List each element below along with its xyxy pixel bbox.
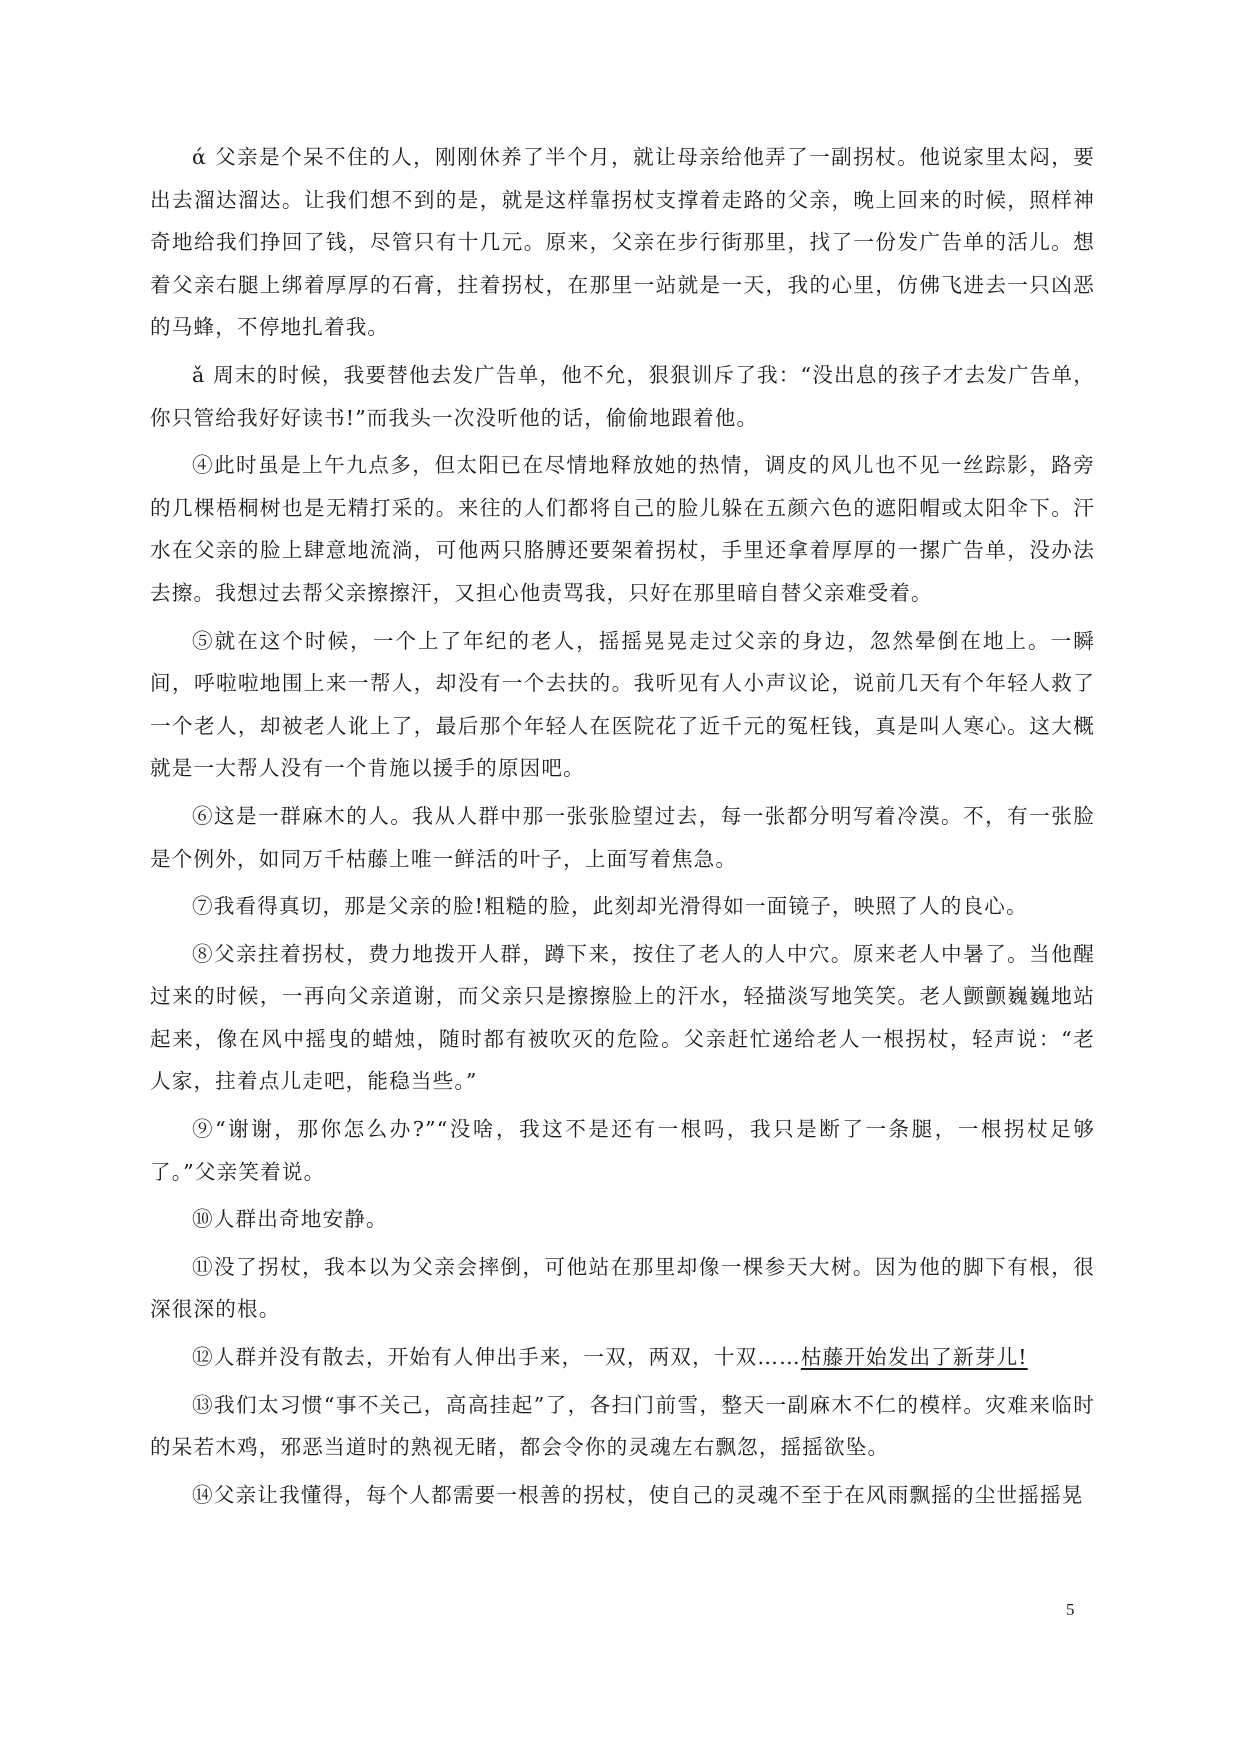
paragraph-10	[150, 1198, 1095, 1241]
paragraph-text: ⑥这是一群麻木的人。我从人群中那一张张脸望过去，每一张都分明写着冷漠。不，有一张脸是个例外，如同万千枯藤上唯一鲜活的叶子，上面写着焦急。	[150, 803, 1095, 871]
paragraph-1	[150, 136, 1095, 349]
paragraph-8	[150, 933, 1095, 1103]
paragraph-text: ④此时虽是上午九点多，但太阳已在尽情地释放她的热情，调皮的风儿也不见一丝踪影，路旁的几棵梧桐树也是无精打采的。来往的人们都将自己的脸儿躲在五颜六色的遮阳帽或太阳伞下。汗水在父亲的脸上肆意地流淌，可他两只胳膊还要架着拐杖，手里还拿着厚厚的一摞广告单，没办法去擦。我想过去帮父亲擦擦汗，又担心他责骂我，只好在那里暗自替父亲难受着。	[150, 453, 1095, 605]
paragraph-7	[150, 885, 1095, 928]
underlined-sentence: 枯藤开始发出了新芽儿!	[800, 1345, 1028, 1370]
paragraph-text: ⑤就在这个时候，一个上了年纪的老人，摇摇晃晃走过父亲的身边，忽然晕倒在地上。一瞬间，呼啦啦地围上来一帮人，却没有一个去扶的。我听见有人小声议论，说前几天有个年轻人救了一个老人，却被老人讹上了，最后那个年轻人在医院花了近千元的冤枉钱，真是叫人寒心。这大概就是一大帮人没有一个肯施以援手的原因吧。	[150, 628, 1095, 781]
paragraph-text: ⑪没了拐杖，我本以为父亲会摔倒，可他站在那里却像一棵参天大树。因为他的脚下有根，很深很深的根。	[150, 1254, 1095, 1322]
paragraph-2	[150, 354, 1095, 439]
paragraph-6	[150, 795, 1095, 880]
paragraph-text: ά 父亲是个呆不住的人，刚刚休养了半个月，就让母亲给他弄了一副拐杖。他说家里太闷，要出去溜达溜达。让我们想不到的是，就是这样靠拐杖支撑着走路的父亲，晚上回来的时候，照样神奇地给我们挣回了钱，尽管只有十几元。原来，父亲在步行街那里，找了一份发广告单的活儿。想着父亲右腿上绑着厚厚的石膏，拄着拐杖，在那里一站就是一天，我的心里，仿佛飞进去一只凶恶的马蜂，不停地扎着我。	[150, 145, 1095, 340]
paragraph-text: ⑩人群出奇地安静。	[192, 1207, 388, 1232]
paragraph-text: ⑦我看得真切，那是父亲的脸!粗糙的脸，此刻却光滑得如一面镜子，映照了人的良心。	[192, 894, 1028, 919]
paragraph-text: ⑧父亲拄着拐杖，费力地拨开人群，蹲下来，按住了老人的人中穴。原来老人中暑了。当他醒过来的时候，一再向父亲道谢，而父亲只是擦擦脸上的汗水，轻描淡写地笑笑。老人颤颤巍巍地站起来，像在风中摇曳的蜡烛，随时都有被吹灭的危险。父亲赶忙递给老人一根拐杖，轻声说：“老人家，拄着点儿走吧，能稳当些。”	[150, 941, 1095, 1094]
paragraph-11	[150, 1246, 1095, 1331]
paragraph-9	[150, 1108, 1095, 1193]
paragraph-text: ⑭父亲让我懂得，每个人都需要一根善的拐杖，使自己的灵魂不至于在风雨飘摇的尘世摇摇晃	[192, 1482, 1084, 1507]
paragraph-text: ⑬我们太习惯“事不关己，高高挂起”了，各扫门前雪，整天一副麻木不仁的模样。灾难来临时的呆若木鸡，邪恶当道时的熟视无睹，都会令你的灵魂左右飘忽，摇摇欲坠。	[150, 1392, 1095, 1460]
paragraph-4	[150, 444, 1095, 614]
paragraph-text: ⑨“谢谢，那你怎么办?”“没啥，我这不是还有一根吗，我只是断了一条腿，一根拐杖足够了。”父亲笑着说。	[150, 1117, 1095, 1184]
paragraph-14	[150, 1474, 1095, 1517]
paragraph-text: ⑫人群并没有散去，开始有人伸出手来，一双，两双，十双……	[192, 1345, 801, 1370]
paragraph-13	[150, 1384, 1095, 1469]
paragraph-5	[150, 620, 1095, 790]
document-body	[150, 136, 1095, 1521]
page-number: 5	[1066, 1600, 1075, 1619]
paragraph-text: ǎ 周末的时候，我要替他去发广告单，他不允，狠狠训斥了我：“没出息的孩子才去发广告单，你只管给我好好读书!”而我头一次没听他的话，偷偷地跟着他。	[150, 362, 1095, 430]
paragraph-12	[150, 1336, 1095, 1379]
